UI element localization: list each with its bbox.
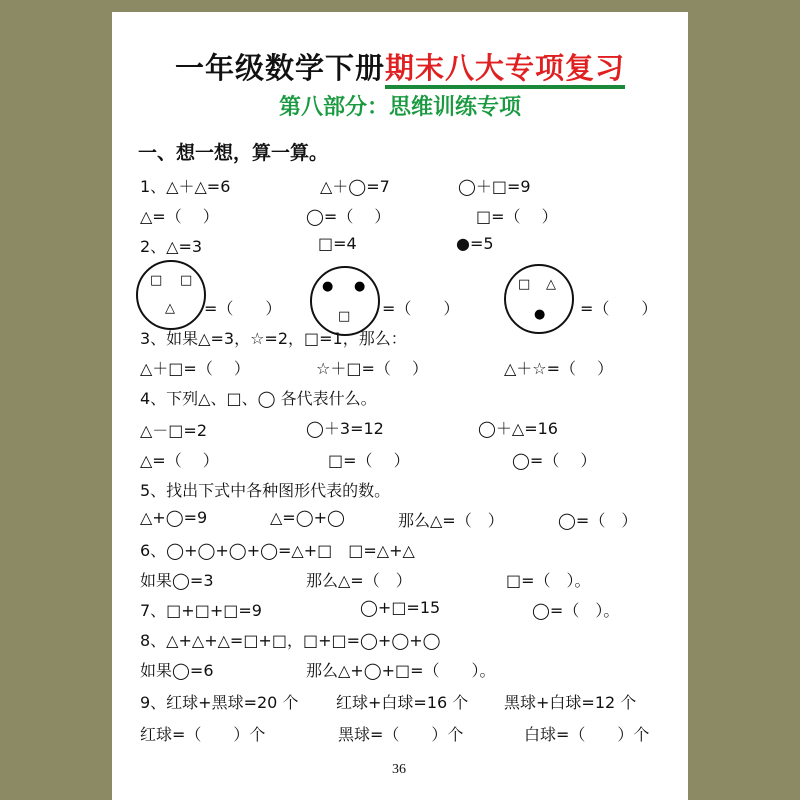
q4-eq2: ◯＋3=12: [306, 419, 384, 438]
q4-eq1: △－□=2: [140, 421, 208, 440]
page-number: 36: [392, 762, 406, 777]
q2-given2: □=4: [318, 234, 357, 253]
q9-eq3: 黑球+白球=12 个: [504, 693, 637, 712]
q6-eq1: 如果◯=3: [140, 571, 214, 590]
q4-ans3: ◯=（ ）: [512, 451, 597, 470]
face-1: [136, 260, 206, 330]
square-mark: □: [518, 277, 531, 292]
title-red-text: 期末八大专项复习: [385, 51, 625, 89]
q3-ans1: △＋□=（ ）: [140, 359, 250, 378]
q9-eq1: 9、红球+黑球=20 个: [140, 693, 299, 712]
q8-stem: 8、△+△+△=□+□，□+□=◯+◯+◯: [140, 631, 441, 650]
q6-eq3: □=（ ）。: [506, 571, 591, 590]
q7-eq2: ◯+□=15: [360, 598, 441, 617]
q9-ans3: 白球=（ ）个: [524, 725, 650, 744]
dot-mark: ●: [534, 307, 546, 322]
q5-stem: 5、找出下式中各种图形代表的数。: [140, 481, 391, 500]
q1-ans3: □=（ ）: [476, 207, 558, 226]
q6-eq2: 那么△=（ ）: [306, 571, 412, 590]
title-red: [385, 51, 625, 89]
q2-blank1: =（ ）: [204, 299, 282, 318]
q5-eq3: 那么△=（ ）: [398, 511, 504, 530]
q3-stem: 3、如果△=3，☆=2，□=1，那么：: [140, 329, 407, 348]
q3-ans2: ☆＋□=（ ）: [316, 359, 428, 378]
q8-eq2: 那么△+◯+□=（ ）。: [306, 661, 496, 680]
page-subtitle: 第八部分：思维训练专项: [278, 95, 521, 120]
triangle-mark: △: [546, 277, 556, 292]
q1-eq3: ◯＋□=9: [458, 177, 531, 196]
q5-eq2: △=◯+◯: [270, 508, 345, 527]
triangle-mark: △: [165, 301, 175, 316]
q1-eq1: 1、△＋△=6: [140, 177, 231, 196]
dot-mark: ●: [354, 279, 366, 294]
q2-blank3: =（ ）: [580, 299, 658, 318]
q4-stem: 4、下列△、□、◯ 各代表什么。: [140, 389, 377, 408]
q6-stem: 6、◯+◯+◯+◯=△+□ □=△+△: [140, 541, 415, 560]
dot-mark: ●: [322, 279, 334, 294]
face-3: [504, 264, 574, 334]
q1-ans2: ◯=（ ）: [306, 207, 391, 226]
q9-ans2: 黑球=（ ）个: [338, 725, 464, 744]
q9-ans1: 红球=（ ）个: [140, 725, 266, 744]
q1-ans1: △=（ ）: [140, 207, 219, 226]
square-mark: □: [338, 309, 351, 324]
q3-ans3: △＋☆=（ ）: [504, 359, 614, 378]
q2-given3: ●=5: [456, 234, 494, 253]
square-mark: □: [150, 273, 163, 288]
q4-ans1: △=（ ）: [140, 451, 219, 470]
q5-eq1: △+◯=9: [140, 508, 208, 527]
q7-eq1: 7、□+□+□=9: [140, 601, 262, 620]
square-mark: □: [180, 273, 193, 288]
title-black: 一年级数学下册: [174, 51, 385, 85]
worksheet-page: [112, 12, 688, 800]
q9-eq2: 红球+白球=16 个: [336, 693, 469, 712]
section-heading: 一、想一想，算一算。: [138, 142, 329, 164]
q4-ans2: □=（ ）: [328, 451, 410, 470]
q4-eq3: ◯＋△=16: [478, 419, 558, 438]
page-title: [112, 46, 688, 87]
q7-eq3: ◯=（ ）。: [532, 601, 620, 620]
q2-blank2: =（ ）: [382, 299, 460, 318]
q1-eq2: △＋◯=7: [320, 177, 390, 196]
q8-eq1: 如果◯=6: [140, 661, 214, 680]
q2-given1: 2、△=3: [140, 237, 203, 256]
q5-eq4: ◯=（ ）: [558, 511, 638, 530]
